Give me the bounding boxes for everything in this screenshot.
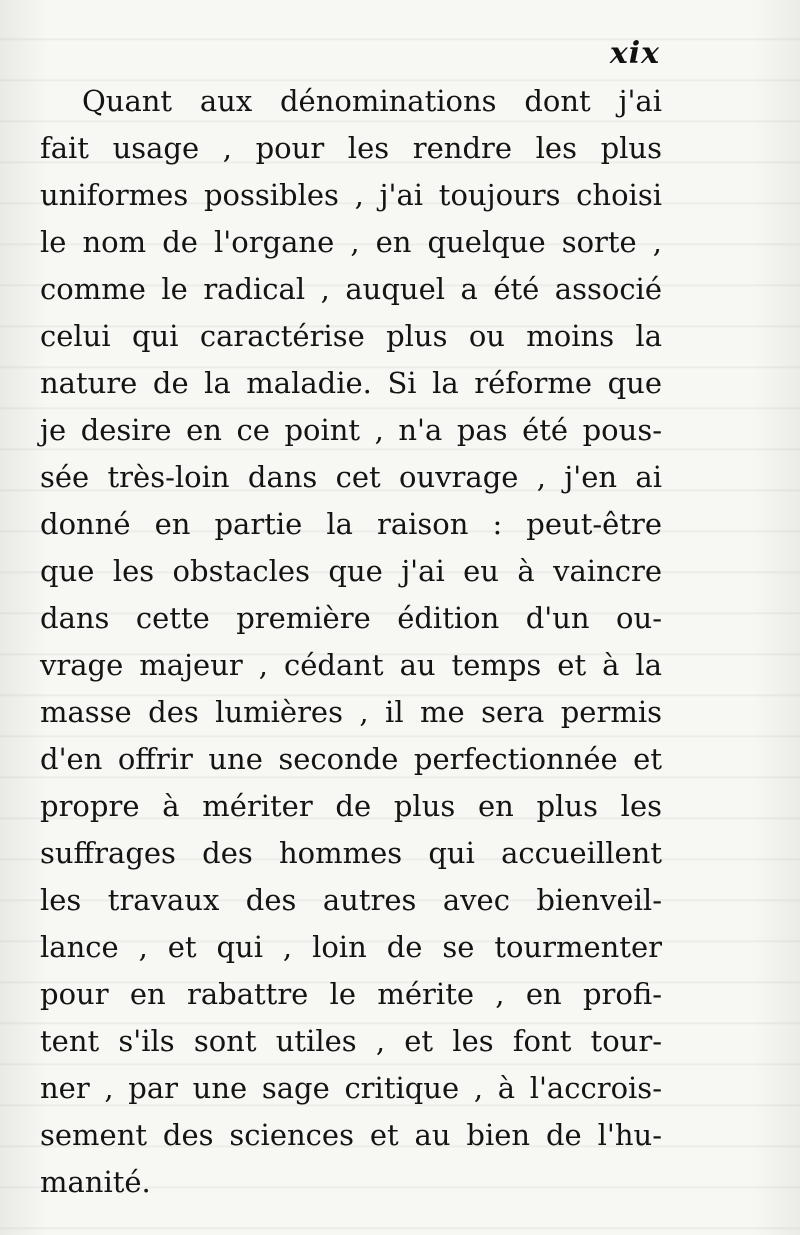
- text-line: uniformes possibles , j'ai toujours choisi: [40, 178, 662, 212]
- text-line: je desire en ce point , n'a pas été pous-: [40, 413, 662, 447]
- text-line: d'en offrir une seconde perfectionnée et: [40, 742, 662, 776]
- page-number: xix: [609, 36, 660, 71]
- text-line: manité.: [40, 1165, 151, 1199]
- text-line: suffrages des hommes qui accueillent: [40, 836, 662, 870]
- text-line: pour en rabattre le mérite , en profi-: [40, 977, 662, 1011]
- text-line: sée très-loin dans cet ouvrage , j'en ai: [40, 460, 662, 494]
- text-line: ner , par une sage critique , à l'accrois-: [40, 1071, 662, 1105]
- text-line: donné en partie la raison : peut-être: [40, 507, 662, 541]
- text-line: Quant aux dénominations dont j'ai: [82, 84, 662, 118]
- paragraph: [40, 78, 662, 1206]
- text-line: le nom de l'organe , en quelque sorte ,: [40, 225, 662, 259]
- text-line: nature de la maladie. Si la réforme que: [40, 366, 662, 400]
- text-line: propre à mériter de plus en plus les: [40, 789, 662, 823]
- text-line: que les obstacles que j'ai eu à vaincre: [40, 554, 662, 588]
- text-line: vrage majeur , cédant au temps et à la: [40, 648, 662, 682]
- text-line: sement des sciences et au bien de l'hu-: [40, 1118, 662, 1152]
- text-line: les travaux des autres avec bienveil-: [40, 883, 662, 917]
- text-line: dans cette première édition d'un ou-: [40, 601, 662, 635]
- text-line: masse des lumières , il me sera permis: [40, 695, 662, 729]
- text-line: comme le radical , auquel a été associé: [40, 272, 662, 306]
- text-line: lance , et qui , loin de se tourmenter: [40, 930, 662, 964]
- text-line: celui qui caractérise plus ou moins la: [40, 319, 662, 353]
- text-line: fait usage , pour les rendre les plus: [40, 131, 662, 165]
- text-line: tent s'ils sont utiles , et les font tour-: [40, 1024, 662, 1058]
